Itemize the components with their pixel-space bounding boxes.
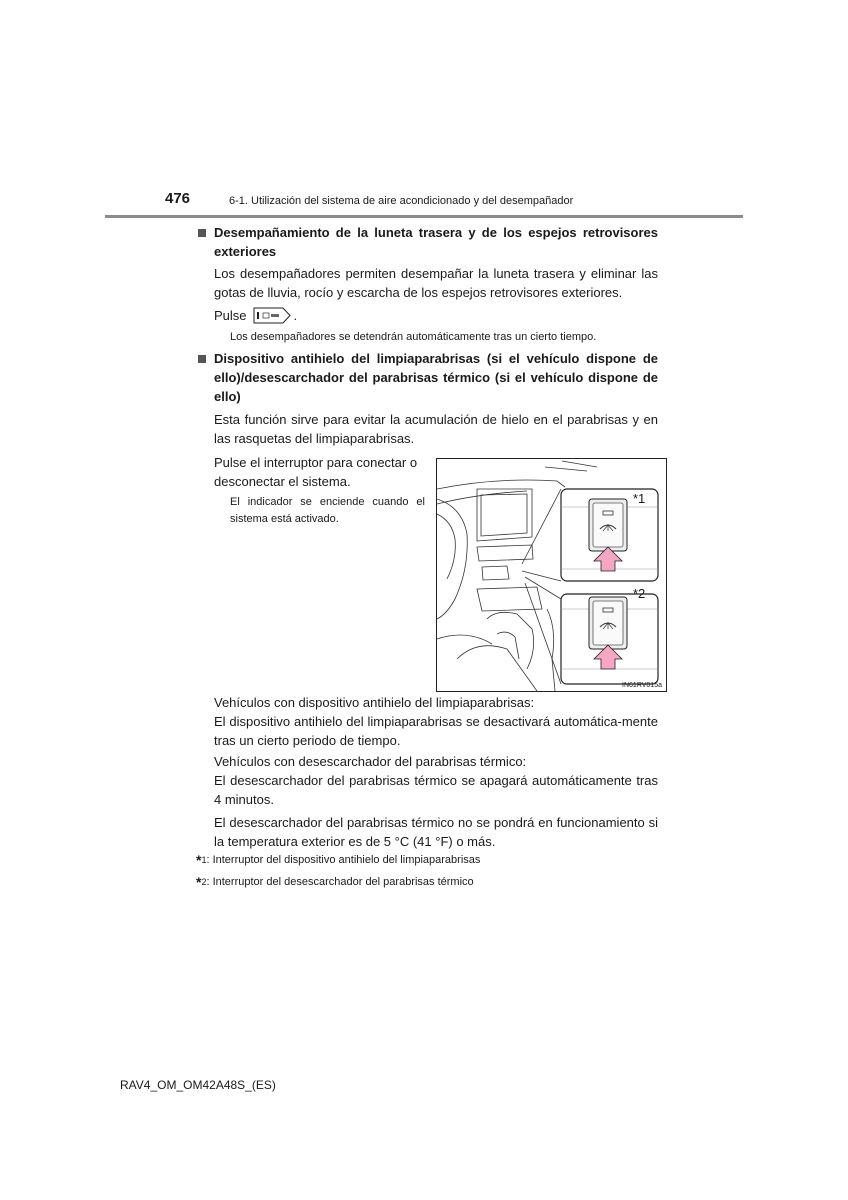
pulse-end: . — [293, 308, 298, 323]
bullet-square-icon — [198, 355, 206, 363]
rear-defogger-note: Los desempañadores se detendrán automáticamente tras un cierto tiempo. — [230, 331, 597, 343]
temperature-paragraph: El desescarchador del parabrisas térmico no se pondrá en funcionamiento si la temperatura exterior es de 5 °C (41 °F) o más. — [214, 815, 658, 849]
wiper-vehicles-title: Vehículos con dispositivo antihielo del limpiaparabrisas: — [214, 695, 535, 710]
page-number: 476 — [165, 190, 191, 207]
rear-defogger-button-icon — [253, 307, 291, 324]
heated-vehicles-title: Vehículos con desescarchador del parabrisas térmico: — [214, 754, 527, 769]
document-code: RAV4_OM_OM42A48S_(ES) — [120, 1078, 276, 1092]
indicator-note: El indicador se enciende cuando el sistema está activado. — [230, 496, 425, 525]
dashboard-illustration — [437, 459, 666, 691]
section-title: 6-1. Utilización del sistema de aire acondicionado y del desempañador — [229, 195, 574, 207]
rear-defogger-paragraph: Los desempañadores permiten desempañar la luneta trasera y eliminar las gotas de lluvia, rocío y escarcha de los espejos retrovisores exteriores. — [214, 266, 658, 300]
wiper-deicer-paragraph: Esta función sirve para evitar la acumulación de hielo en el parabrisas y en las rasquetas del limpiaparabrisas. — [214, 412, 658, 446]
figure-label-2: *2 — [633, 586, 646, 601]
footnote-1: *$^1$: Interruptor del dispositivo antihielo del limpiaparabrisas — [196, 852, 481, 868]
pulse-instruction — [214, 306, 297, 325]
bullet-square-icon — [198, 229, 206, 237]
figure-label-1: *1 — [633, 491, 646, 506]
dashboard-switch-figure — [436, 458, 667, 692]
wiper-vehicles-body: El dispositivo antihielo del limpiaparabrisas se desactivará automática-mente tras un cierto periodo de tiempo. — [214, 714, 658, 748]
footnote-2: *$^2$: Interruptor del desescarchador del parabrisas térmico — [196, 874, 474, 890]
figure-code: IN61RV015a — [622, 682, 662, 689]
section-heading-wiper-deicer: Dispositivo antihielo del limpiaparabrisas (si el vehículo dispone de ello)/desescarchador del parabrisas térmico (si el vehículo dispone de ello) — [214, 351, 658, 404]
section-heading-rear-defogger: Desempañamiento de la luneta trasera y de los espejos retrovisores exteriores — [214, 225, 658, 259]
inset-heated-windshield-switch — [561, 594, 658, 684]
header-rule — [105, 215, 743, 218]
heated-vehicles-body: El desescarchador del parabrisas térmico se apagará automáticamente tras 4 minutos. — [214, 773, 658, 807]
pulse-label: Pulse — [214, 308, 247, 323]
switch-instruction: Pulse el interruptor para conectar o desconectar el sistema. — [214, 455, 418, 489]
